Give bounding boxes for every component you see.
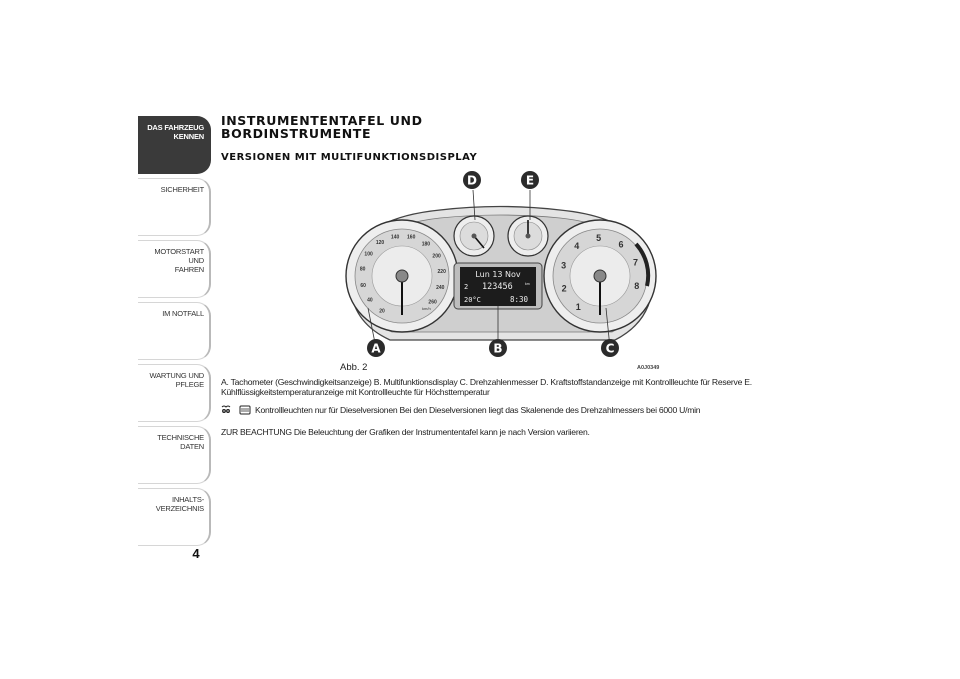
callout-c bbox=[601, 339, 619, 357]
speedometer-tick-label: 120 bbox=[375, 240, 385, 247]
tachometer-tick-label: 5 bbox=[596, 233, 602, 243]
speedometer-tick-label: 180 bbox=[421, 241, 431, 248]
tachometer-tick-label: 1 bbox=[575, 302, 581, 313]
legend-text: A. Tachometer (Geschwindigkeitsanzeige) B. Multifunktionsdisplay C. Drehzahlenmesser D. Kraftstoffstandanzeige mit Kontrollleuchte für Reserve E. Kühlflüssigkeitstemperaturanzeige mit Kontrollleuchte für Höchsttemperatur bbox=[221, 377, 752, 397]
display-odometer: 123456 bbox=[482, 282, 513, 292]
speedometer-tick-label: 40 bbox=[367, 297, 373, 304]
tab-label: KENNEN bbox=[173, 132, 204, 141]
speedometer bbox=[346, 220, 458, 332]
display-date: Lun 13 Nov bbox=[475, 270, 521, 279]
tab-label: INHALTS- bbox=[171, 495, 204, 504]
diesel-filter-icon bbox=[238, 405, 252, 415]
tab-label: WARTUNG UND bbox=[149, 371, 204, 380]
title-line: BORDINSTRUMENTE bbox=[221, 126, 372, 141]
figure-code: A0J0349 bbox=[637, 365, 660, 371]
tab-label: DAS FAHRZEUG bbox=[147, 123, 204, 132]
title-line: INSTRUMENTENTAFEL UND bbox=[221, 113, 423, 128]
speedometer-tick-label: 100 bbox=[364, 251, 373, 258]
multifunction-display bbox=[454, 263, 542, 309]
tab-das-fahrzeug-kennen[interactable] bbox=[138, 116, 211, 174]
diesel-note bbox=[221, 405, 700, 415]
glow-plug-icon bbox=[221, 405, 235, 415]
tab-wartung-pflege[interactable] bbox=[138, 364, 211, 422]
display-time: 8:30 bbox=[510, 295, 529, 304]
tachometer-tick-label: 8 bbox=[634, 280, 640, 291]
tab-inhaltsverzeichnis[interactable] bbox=[138, 488, 211, 546]
speedometer-tick-label: 60 bbox=[360, 282, 366, 289]
tab-im-notfall[interactable] bbox=[138, 302, 211, 360]
speedometer-tick-label: 20 bbox=[379, 308, 385, 315]
speedometer-tick-label: 260 bbox=[428, 299, 437, 306]
tab-sicherheit[interactable] bbox=[138, 178, 211, 236]
tachometer-tick-label: 3 bbox=[561, 260, 567, 271]
svg-text:D: D bbox=[467, 173, 477, 188]
tab-label: IM NOTFALL bbox=[162, 309, 204, 318]
tab-technische-daten[interactable] bbox=[138, 426, 211, 484]
display-gear: 2 bbox=[464, 283, 469, 291]
speedometer-tick-label: 220 bbox=[437, 269, 446, 275]
figure-caption: Abb. 2 bbox=[340, 362, 368, 373]
tab-label: PFLEGE bbox=[175, 380, 204, 389]
callout-a bbox=[367, 339, 385, 357]
speedometer-tick-label: 200 bbox=[432, 253, 441, 260]
instrument-panel-figure bbox=[330, 168, 670, 373]
speedometer-tick-label: 240 bbox=[436, 285, 445, 292]
page-number: 4 bbox=[192, 546, 200, 561]
tab-label: VERZEICHNIS bbox=[155, 504, 204, 513]
fuel-gauge bbox=[454, 216, 494, 256]
display-temperature: 20°C bbox=[464, 296, 481, 304]
speed-unit: km/h bbox=[422, 306, 431, 311]
speedometer-tick-label: 160 bbox=[407, 234, 416, 241]
diesel-note-text: Kontrollleuchten nur für Dieselversionen Bei den Dieselversionen liegt das Skalenende des Drehzahlmessers bei 6000 U/min bbox=[255, 405, 701, 415]
tab-motorstart[interactable] bbox=[138, 240, 211, 298]
tab-label: SICHERHEIT bbox=[160, 185, 204, 194]
speedometer-tick-label: 80 bbox=[359, 266, 366, 273]
section-subtitle: VERSIONEN MIT MULTIFUNKTIONSDISPLAY bbox=[221, 152, 478, 163]
speedometer-tick-label: 140 bbox=[390, 234, 400, 241]
tachometer-tick-label: 6 bbox=[618, 239, 624, 250]
tab-label: FAHREN bbox=[174, 265, 204, 274]
svg-text:E: E bbox=[525, 173, 535, 188]
tachometer-tick-label: 2 bbox=[561, 283, 567, 294]
tachometer bbox=[544, 220, 656, 332]
tab-label: MOTORSTART UND bbox=[154, 247, 204, 265]
svg-text:B: B bbox=[493, 341, 503, 356]
note-text: ZUR BEACHTUNG Die Beleuchtung der Grafiken der Instrumententafel kann je nach Version variieren. bbox=[221, 427, 590, 437]
display-odo-unit: km bbox=[525, 282, 530, 286]
tachometer-tick-label: 4 bbox=[574, 241, 580, 251]
coolant-temp-gauge bbox=[508, 216, 548, 256]
callout-b bbox=[489, 339, 507, 357]
svg-text:C: C bbox=[605, 341, 615, 356]
tab-label: TECHNISCHE DATEN bbox=[157, 433, 204, 451]
callout-d bbox=[463, 171, 481, 189]
callout-e bbox=[521, 171, 539, 189]
tachometer-tick-label: 7 bbox=[632, 257, 639, 268]
page-title bbox=[221, 114, 423, 140]
svg-text:A: A bbox=[371, 341, 381, 356]
